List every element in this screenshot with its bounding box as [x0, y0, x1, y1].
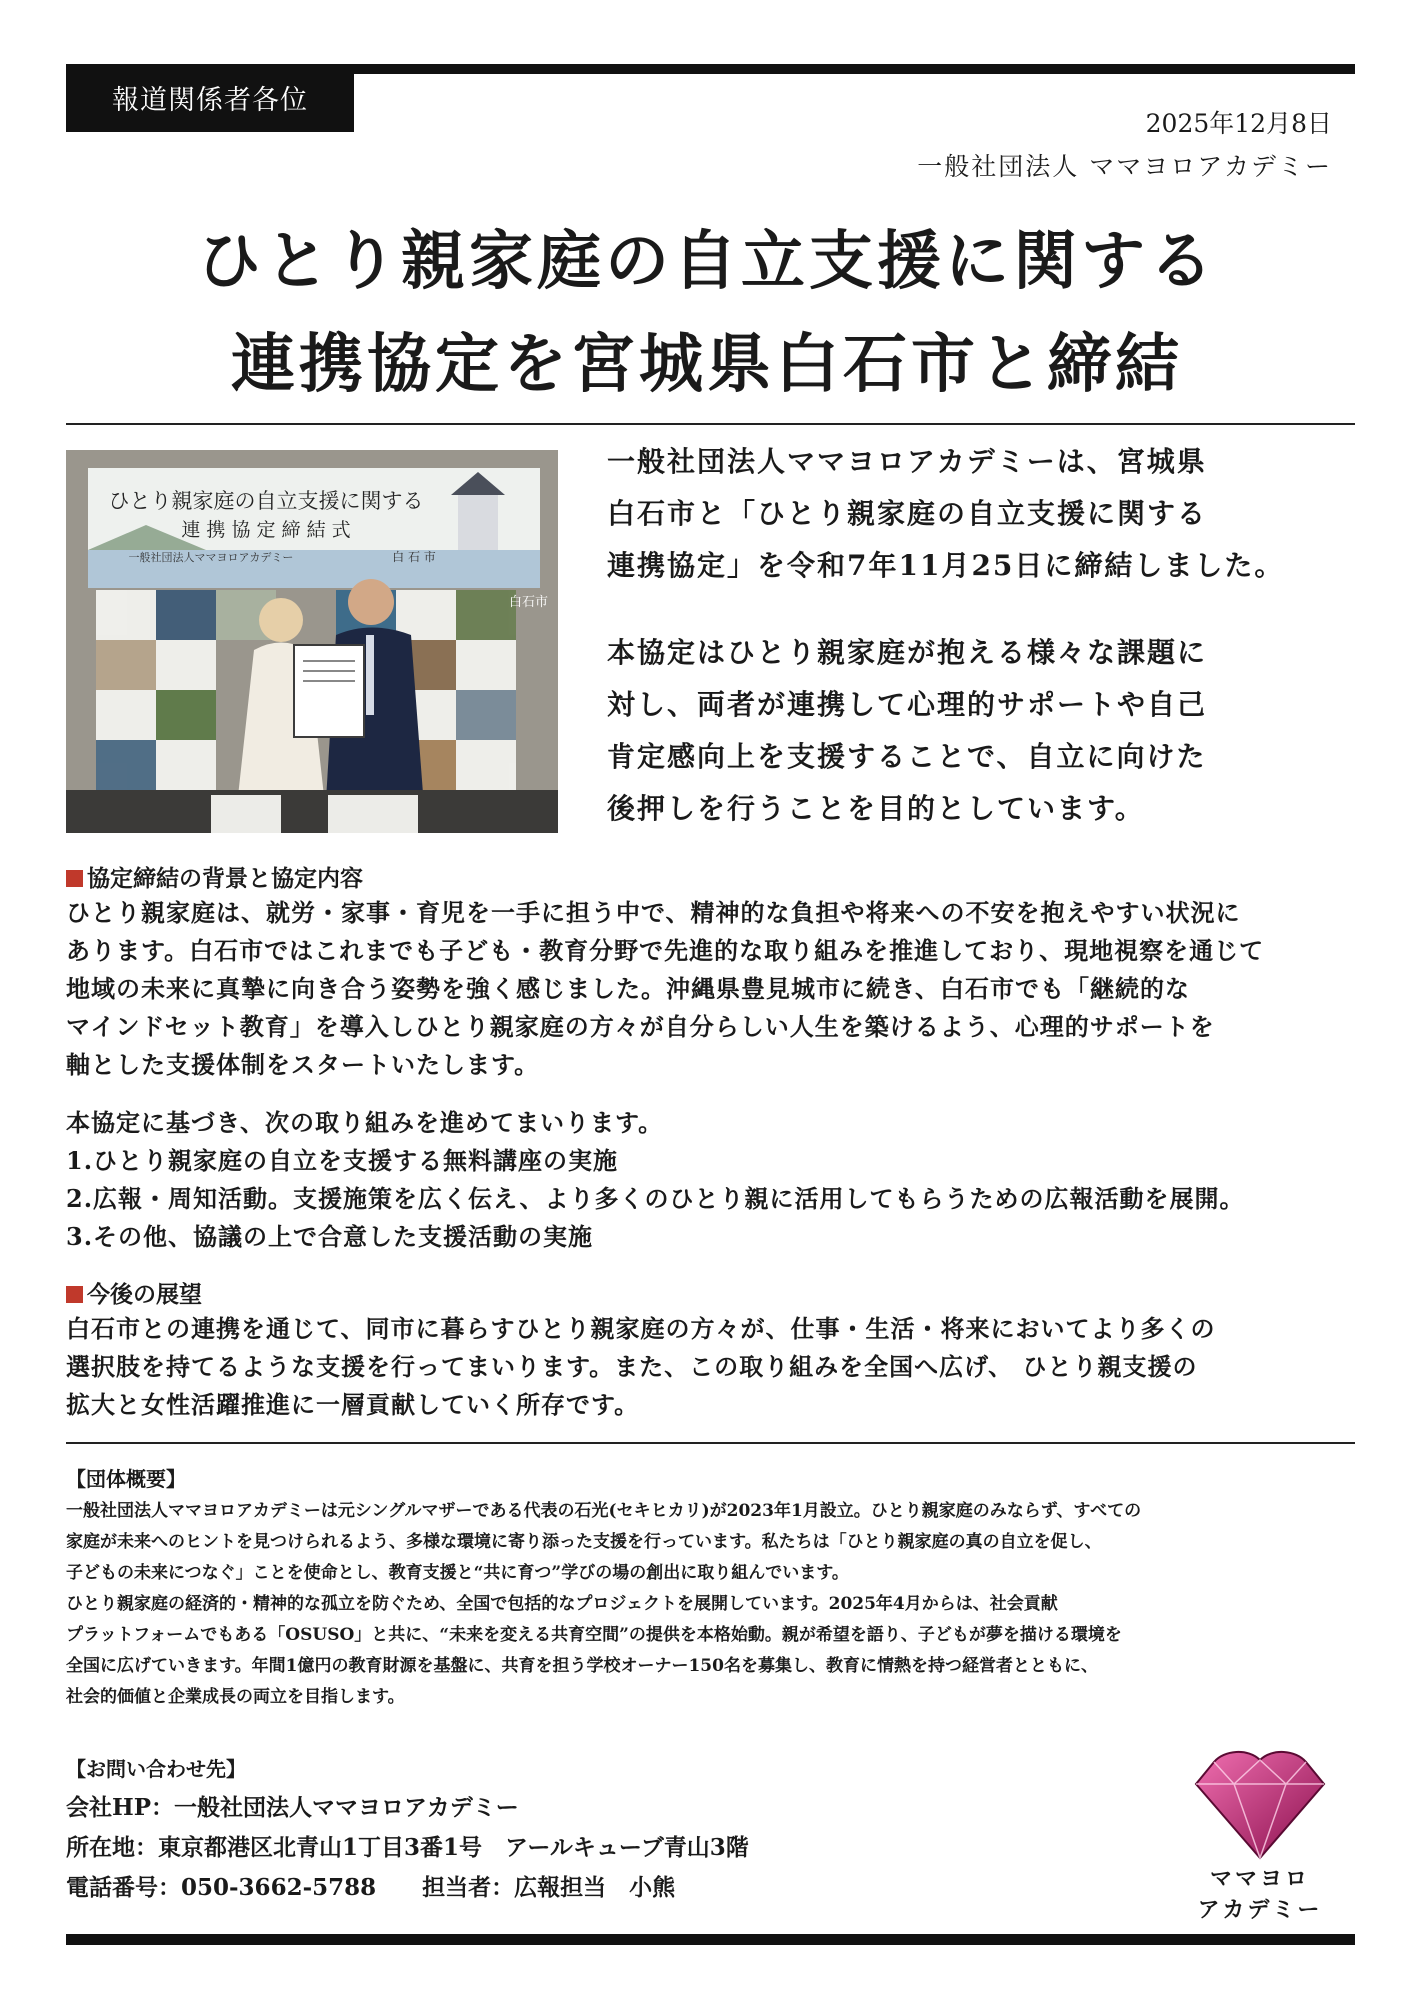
contact-heading: 【お問い合わせ先】: [66, 1757, 246, 1781]
banner-city: 白 石 市: [392, 550, 436, 564]
banner-subtitle: 連 携 協 定 締 結 式: [181, 519, 351, 541]
body-line: 軸とした支援体制をスタートいたします。: [66, 1050, 540, 1079]
headline-line-2: 連携協定を宮城県白石市と締結: [231, 327, 1183, 402]
logo-text-line-1: ママヨロ: [1209, 1867, 1310, 1892]
banner-title: ひとり親家庭の自立支援に関する: [108, 489, 424, 513]
section-heading-background: [66, 860, 363, 893]
overview-line: 全国に広げていきます。年間1億円の教育財源を基盤に、共育を担う学校オーナー150名を募集し、教育に情熱を持つ経営者とともに、: [66, 1656, 1098, 1676]
list-item: 1.ひとり親家庭の自立を支援する無料講座の実施: [66, 1146, 619, 1175]
overview-line: 子どもの未来につなぐ」ことを使命とし、教育支援と“共に育つ”学びの場の創出に取り組んでいます。: [66, 1563, 849, 1583]
list-item: 本協定に基づき、次の取り組みを進めてまいります。: [66, 1108, 664, 1137]
background-paragraph: [66, 894, 1264, 1084]
intro-paragraph-1: [607, 436, 1284, 592]
intro-paragraph-2: [607, 627, 1207, 835]
section-heading-text: 今後の展望: [87, 1281, 202, 1308]
overview-line: 社会的価値と企業成長の両立を目指します。: [66, 1687, 405, 1707]
body-line: マインドセット教育」を導入しひとり親家庭の方々が自分らしい人生を築けるよう、心理的サポートを: [66, 1012, 1215, 1041]
issuing-organization: 一般社団法人 ママヨロアカデミー: [917, 152, 1332, 181]
list-item: 3.その他、協議の上で合意した支援活動の実施: [66, 1222, 594, 1251]
bottom-border: [66, 1934, 1355, 1945]
red-square-icon: [66, 870, 83, 887]
body-line: あります。白石市ではこれまでも子ども・教育分野で先進的な取り組みを推進しており、現地視察を通じて: [66, 936, 1265, 965]
intro-line: 白石市と「ひとり親家庭の自立支援に関する: [607, 497, 1208, 530]
intro-line: 肯定感向上を支援することで、自立に向けた: [607, 740, 1207, 773]
panel-city-label: 白石市: [509, 595, 549, 610]
body-line: 地域の未来に真摯に向き合う姿勢を強く感じました。沖縄県豊見城市に続き、白石市でも「継続的な: [66, 974, 1191, 1003]
intro-line: 連携協定」を令和7年11月25日に締結しました。: [607, 549, 1285, 582]
contact-phone: 電話番号：050-3662-5788 担当者：広報担当 小熊: [66, 1874, 676, 1901]
intro-line: 一般社団法人ママヨロアカデミーは、宮城県: [607, 445, 1207, 478]
intro-line: 本協定はひとり親家庭が抱える様々な課題に: [607, 636, 1208, 669]
release-date: 2025年12月8日: [1145, 109, 1332, 138]
overview-line: プラットフォームでもある「OSUSO」と共に、“未来を変える共育空間”の提供を本格始動。親が希望を語り、子どもが夢を描ける環境を: [66, 1625, 1122, 1645]
list-item: 2.広報・周知活動。支援施策を広く伝え、より多くのひとり親に活用してもらうための広報活動を展開。: [66, 1184, 1245, 1213]
divider: [66, 423, 1355, 425]
body-line: 白石市との連携を通じて、同市に暮らすひとり親家庭の方々が、仕事・生活・将来においてより多くの: [66, 1314, 1216, 1343]
body-line: ひとり親家庭は、就労・家事・育児を一手に担う中で、精神的な負担や将来への不安を抱えやすい状況に: [66, 898, 1241, 927]
signing-ceremony-photo: [66, 450, 558, 833]
overview-line: ひとり親家庭の経済的・精神的な孤立を防ぐため、全国で包括的なプロジェクトを展開しています。2025年4月からは、社会貢献: [66, 1594, 1058, 1614]
overview-line: 家庭が未来へのヒントを見つけられるよう、多様な環境に寄り添った支援を行っています。私たちは「ひとり親家庭の真の自立を促し、: [66, 1532, 1102, 1552]
logo-text-line-2: アカデミー: [1197, 1898, 1323, 1923]
banner-org: 一般社団法人ママヨロアカデミー: [128, 551, 294, 564]
contact-address: 所在地：東京都港区北青山1丁目3番1号 アールキューブ青山3階: [66, 1834, 749, 1861]
section-heading-outlook: [66, 1276, 202, 1309]
contact-details: [66, 1788, 749, 1908]
overview-text: [66, 1496, 1141, 1713]
headline-line-1: ひとり親家庭の自立支援に関する: [197, 224, 1217, 299]
body-line: 拡大と女性活躍推進に一層貢献していく所存です。: [66, 1390, 640, 1419]
divider: [66, 1442, 1355, 1444]
contact-website: 会社HP：一般社団法人ママヨロアカデミー: [66, 1794, 519, 1821]
overview-line: 一般社団法人ママヨロアカデミーは元シングルマザーである代表の石光(セキヒカリ)が2023年1月設立。ひとり親家庭のみならず、すべての: [66, 1501, 1142, 1521]
outlook-paragraph: [66, 1310, 1216, 1424]
section-heading-text: 協定締結の背景と協定内容: [87, 865, 363, 892]
overview-heading: 【団体概要】: [66, 1467, 186, 1491]
intro-line: 対し、両者が連携して心理的サポートや自己: [607, 688, 1208, 721]
body-line: 選択肢を持てるような支援を行ってまいります。また、この取り組みを全国へ広げ、 ひとり親支援の: [66, 1352, 1198, 1381]
intro-line: 後押しを行うことを目的としています。: [607, 792, 1145, 825]
initiatives-list: [66, 1104, 1245, 1256]
red-square-icon: [66, 1286, 83, 1303]
press-tag: 報道関係者各位: [66, 70, 354, 132]
